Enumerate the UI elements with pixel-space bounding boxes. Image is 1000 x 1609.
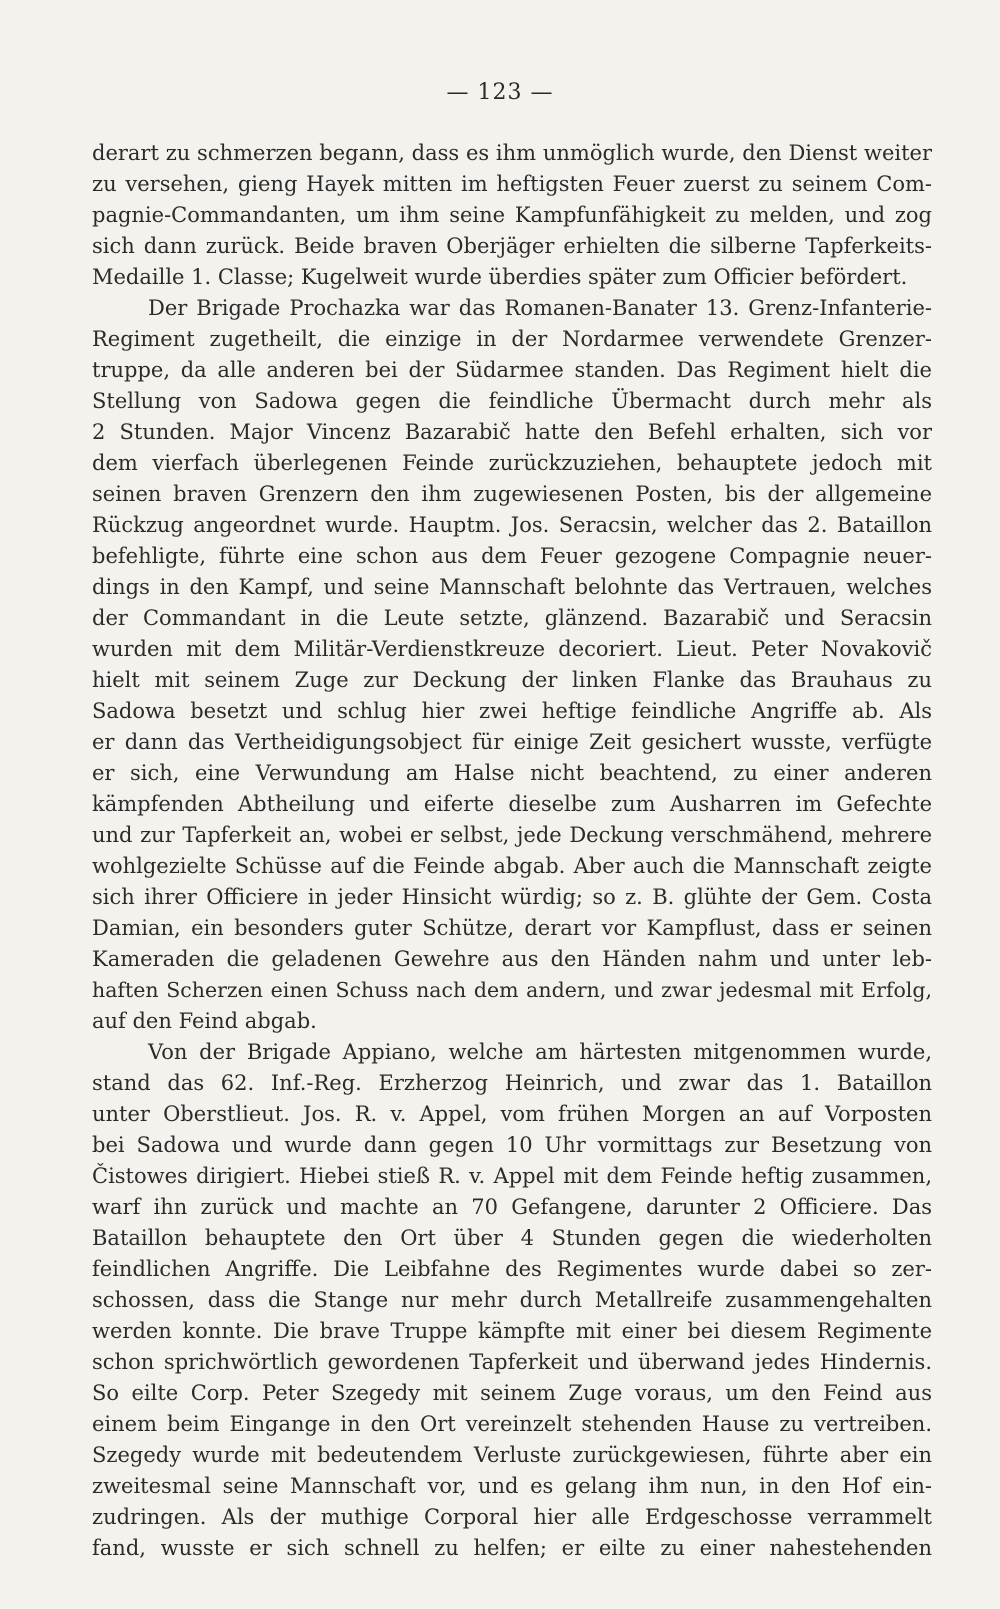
- text-line: dem vierfach überlegenen Feinde zurückzuziehen, behauptete jedoch mit: [92, 451, 932, 475]
- text-line: Rückzug angeordnet wurde. Hauptm. Jos. Seracsin, welcher das 2. Bataillon: [92, 513, 932, 537]
- text-line: zweitesmal seine Mannschaft vor, und es gelang ihm nun, in den Hof ein-: [92, 1474, 932, 1498]
- text-line: 2 Stunden. Major Vincenz Bazarabič hatte den Befehl erhalten, sich vor: [92, 420, 932, 444]
- text-line: unter Oberstlieut. Jos. R. v. Appel, vom frühen Morgen an auf Vorposten: [92, 1102, 932, 1126]
- text-line: befehligte, führte eine schon aus dem Feuer gezogene Compagnie neuer-: [92, 544, 932, 568]
- text-line: stand das 62. Inf.-Reg. Erzherzog Heinrich, und zwar das 1. Bataillon: [92, 1071, 932, 1095]
- text-line: Stellung von Sadowa gegen die feindliche Übermacht durch mehr als: [92, 389, 932, 413]
- text-line: truppe, da alle anderen bei der Südarmee standen. Das Regiment hielt die: [92, 358, 932, 382]
- text-line: Čistowes dirigiert. Hiebei stieß R. v. Appel mit dem Feinde heftig zusammen,: [92, 1164, 932, 1188]
- text-line: Kameraden die geladenen Gewehre aus den Händen nahm und unter leb-: [92, 947, 932, 971]
- text-line: schossen, dass die Stange nur mehr durch Metallreife zusammengehalten: [92, 1288, 932, 1312]
- text-line: haften Scherzen einen Schuss nach dem andern, und zwar jedesmal mit Erfolg,: [92, 978, 932, 1002]
- text-line: und zur Tapferkeit an, wobei er selbst, jede Deckung verschmähend, mehrere: [92, 823, 932, 847]
- text-line: fand, wusste er sich schnell zu helfen; er eilte zu einer nahestehenden: [92, 1536, 932, 1560]
- text-line: So eilte Corp. Peter Szegedy mit seinem Zuge voraus, um den Feind aus: [92, 1381, 932, 1405]
- body-text: [92, 138, 932, 1564]
- text-line: hielt mit seinem Zuge zur Deckung der linken Flanke das Brauhaus zu: [92, 668, 932, 692]
- text-line: schon sprichwörtlich gewordenen Tapferkeit und überwand jedes Hindernis.: [92, 1350, 932, 1374]
- text-line: Bataillon behauptete den Ort über 4 Stunden gegen die wiederholten: [92, 1226, 932, 1250]
- text-line: zu versehen, gieng Hayek mitten im heftigsten Feuer zuerst zu seinem Com-: [92, 172, 932, 196]
- text-line: bei Sadowa und wurde dann gegen 10 Uhr vormittags zur Besetzung von: [92, 1133, 932, 1157]
- text-line: werden konnte. Die brave Truppe kämpfte mit einer bei diesem Regimente: [92, 1319, 932, 1343]
- text-line: der Commandant in die Leute setzte, glänzend. Bazarabič und Seracsin: [92, 606, 932, 630]
- page-number: — 123 —: [446, 80, 554, 105]
- text-line: er dann das Vertheidigungsobject für einige Zeit gesichert wusste, verfügte: [92, 730, 932, 754]
- text-line: sich ihrer Officiere in jeder Hinsicht würdig; so z. B. glühte der Gem. Costa: [92, 885, 932, 909]
- text-line: wurden mit dem Militär-Verdienstkreuze decoriert. Lieut. Peter Novakovič: [92, 637, 932, 661]
- text-line: Szegedy wurde mit bedeutendem Verluste zurückgewiesen, führte aber ein: [92, 1443, 932, 1467]
- text-line: feindlichen Angriffe. Die Leibfahne des Regimentes wurde dabei so zer-: [92, 1257, 932, 1281]
- text-line: zudringen. Als der muthige Corporal hier alle Erdgeschosse verrammelt: [92, 1505, 932, 1529]
- text-line: Medaille 1. Classe; Kugelweit wurde überdies später zum Officier befördert.: [92, 265, 908, 289]
- text-line: pagnie-Commandanten, um ihm seine Kampfunfähigkeit zu melden, und zog: [92, 203, 932, 227]
- text-line: er sich, eine Verwundung am Halse nicht beachtend, zu einer anderen: [92, 761, 932, 785]
- text-line: Sadowa besetzt und schlug hier zwei heftige feindliche Angriffe ab. Als: [92, 699, 932, 723]
- text-line: auf den Feind abgab.: [92, 1009, 317, 1033]
- text-line: Der Brigade Prochazka war das Romanen-Banater 13. Grenz-Infanterie-: [148, 296, 932, 320]
- text-line: Damian, ein besonders guter Schütze, derart vor Kampflust, dass er seinen: [92, 916, 932, 940]
- text-line: warf ihn zurück und machte an 70 Gefangene, darunter 2 Officiere. Das: [92, 1195, 932, 1219]
- text-line: kämpfenden Abtheilung und eiferte dieselbe zum Ausharren im Gefechte: [92, 792, 932, 816]
- text-line: Von der Brigade Appiano, welche am härtesten mitgenommen wurde,: [148, 1040, 932, 1064]
- text-line: Regiment zugetheilt, die einzige in der Nordarmee verwendete Grenzer-: [92, 327, 932, 351]
- text-line: einem beim Eingange in den Ort vereinzelt stehenden Hause zu vertreiben.: [92, 1412, 932, 1436]
- text-line: seinen braven Grenzern den ihm zugewiesenen Posten, bis der allgemeine: [92, 482, 932, 506]
- text-line: dings in den Kampf, und seine Mannschaft belohnte das Vertrauen, welches: [92, 575, 932, 599]
- text-line: sich dann zurück. Beide braven Oberjäger erhielten die silberne Tapferkeits-: [92, 234, 932, 258]
- text-line: derart zu schmerzen begann, dass es ihm unmöglich wurde, den Dienst weiter: [92, 141, 932, 165]
- text-line: wohlgezielte Schüsse auf die Feinde abgab. Aber auch die Mannschaft zeigte: [92, 854, 932, 878]
